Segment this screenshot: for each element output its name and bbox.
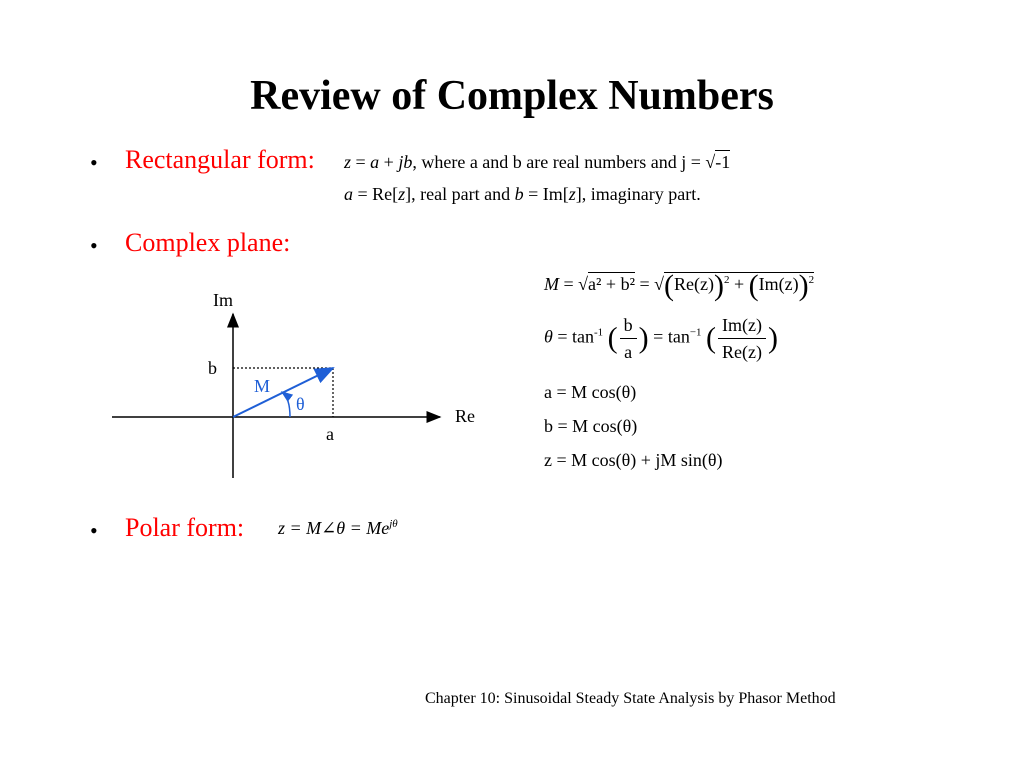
bullet-dot-polar: • — [90, 518, 98, 543]
re-axis-label: Re — [455, 406, 475, 426]
bullet-rectangular: Rectangular form: — [125, 145, 315, 174]
rect-equation-line1: z = a + jb, where a and b are real numbers and j = √-1 — [344, 152, 731, 172]
rect-equation-line2: a = Re[z], real part and b = Im[z], imaginary part. — [344, 184, 701, 204]
a-equation: a = M cos(θ) — [544, 382, 637, 402]
im-axis-label: Im — [213, 290, 233, 310]
polar-equation: z = M∠θ = $Me^{j\theta}$ — [278, 518, 398, 538]
complex-plane-diagram — [100, 280, 500, 490]
m-label: M — [254, 376, 271, 396]
magnitude-equation: $M = √a^2 + b^2 = √(Re(z))^2 + (Im(z))^2$ — [544, 268, 815, 302]
slide-title: Review of Complex Numbers — [250, 73, 774, 119]
bullet-polar: Polar form: — [125, 513, 245, 542]
b-equation: b = M cos(θ) — [544, 416, 638, 436]
theta-equation: $\theta = \tan^{-1}$ ( $\frac{b}{a}$ ) = $\tan^{-1}$ ( $\frac{Im(z)}{Re(z)}$ ) — [544, 312, 778, 365]
bullet-dot-rectangular: • — [90, 150, 98, 175]
footer-chapter: Chapter 10: Sinusoidal Steady State Analysis by Phasor Method — [425, 690, 836, 707]
theta-label: θ — [296, 394, 305, 414]
bullet-plane: Complex plane: — [125, 228, 291, 257]
b-label: b — [208, 358, 217, 378]
angle-arc — [282, 392, 290, 417]
a-label: a — [326, 424, 334, 444]
bullet-dot-plane: • — [90, 233, 98, 258]
z-equation: z = M cos(θ) + jM sin(θ) — [544, 450, 723, 470]
